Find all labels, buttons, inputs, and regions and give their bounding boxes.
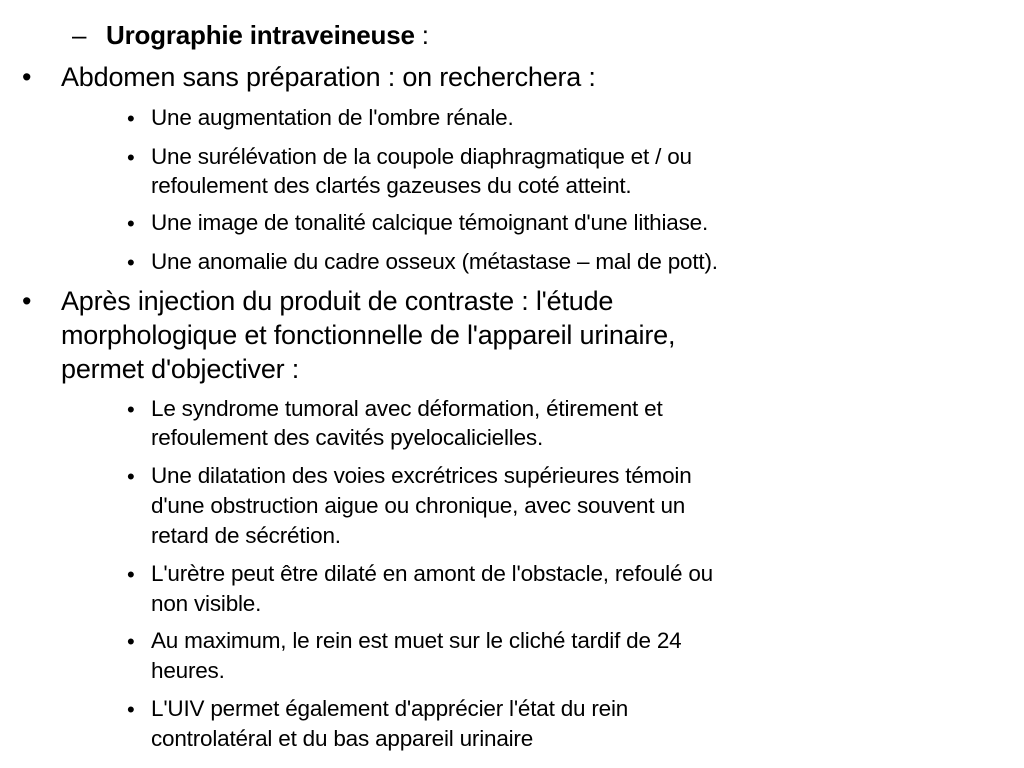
- section-1-item-2-line-2: refoulement des clartés gazeuses du coté atteint.: [151, 173, 632, 198]
- section-1-text-line-1: Abdomen sans préparation : on recherchera :: [61, 62, 596, 92]
- bullet-icon: •: [127, 106, 135, 131]
- bullet-icon: •: [127, 697, 135, 722]
- section-2-item-3-line-2: non visible.: [151, 591, 262, 616]
- bullet-icon: •: [127, 211, 135, 236]
- bullet-icon: •: [127, 464, 135, 489]
- bullet-icon: •: [127, 145, 135, 170]
- section-2-item-3-line-1: L'urètre peut être dilaté en amont de l'obstacle, refoulé ou: [151, 561, 713, 586]
- section-2-item-1-line-1: Le syndrome tumoral avec déformation, étirement et: [151, 396, 663, 421]
- section-2-item-5-line-2: controlatéral et du bas appareil urinaire: [151, 726, 534, 751]
- section-2-text-line-3: permet d'objectiver :: [61, 354, 300, 384]
- bullet-icon: •: [22, 286, 32, 316]
- section-2-text-line-1: Après injection du produit de contraste : l'étude: [61, 286, 614, 316]
- section-2-item-1-line-2: refoulement des cavités pyelocalicielles.: [151, 425, 543, 450]
- section-2-text-line-2: morphologique et fonctionnelle de l'appareil urinaire,: [61, 320, 676, 350]
- bullet-icon: •: [127, 250, 135, 275]
- bullet-icon: •: [127, 397, 135, 422]
- bullet-icon: •: [22, 62, 32, 92]
- section-1-item-1-line-1: Une augmentation de l'ombre rénale.: [151, 105, 514, 130]
- section-2-item-4-line-1: Au maximum, le rein est muet sur le cliché tardif de 24: [151, 628, 682, 653]
- bullet-icon: •: [127, 629, 135, 654]
- heading-line: [106, 20, 429, 51]
- bullet-icon: •: [127, 562, 135, 587]
- section-1-item-3-line-1: Une image de tonalité calcique témoignant d'une lithiase.: [151, 210, 709, 235]
- section-1-item-4-line-1: Une anomalie du cadre osseux (métastase – mal de pott).: [151, 249, 718, 274]
- section-2-item-5-line-1: L'UIV permet également d'apprécier l'état du rein: [151, 696, 629, 721]
- dash-marker: –: [72, 20, 87, 50]
- section-1-item-2-line-1: Une surélévation de la coupole diaphragmatique et / ou: [151, 144, 692, 169]
- section-2-item-2-line-1: Une dilatation des voies excrétrices supérieures témoin: [151, 463, 692, 488]
- section-2-item-2-line-3: retard de sécrétion.: [151, 523, 341, 548]
- heading-title: Urographie intraveineuse: [106, 20, 415, 50]
- section-2-item-2-line-2: d'une obstruction aigue ou chronique, avec souvent un: [151, 493, 686, 518]
- section-2-item-4-line-2: heures.: [151, 658, 225, 683]
- heading-suffix: :: [414, 20, 429, 50]
